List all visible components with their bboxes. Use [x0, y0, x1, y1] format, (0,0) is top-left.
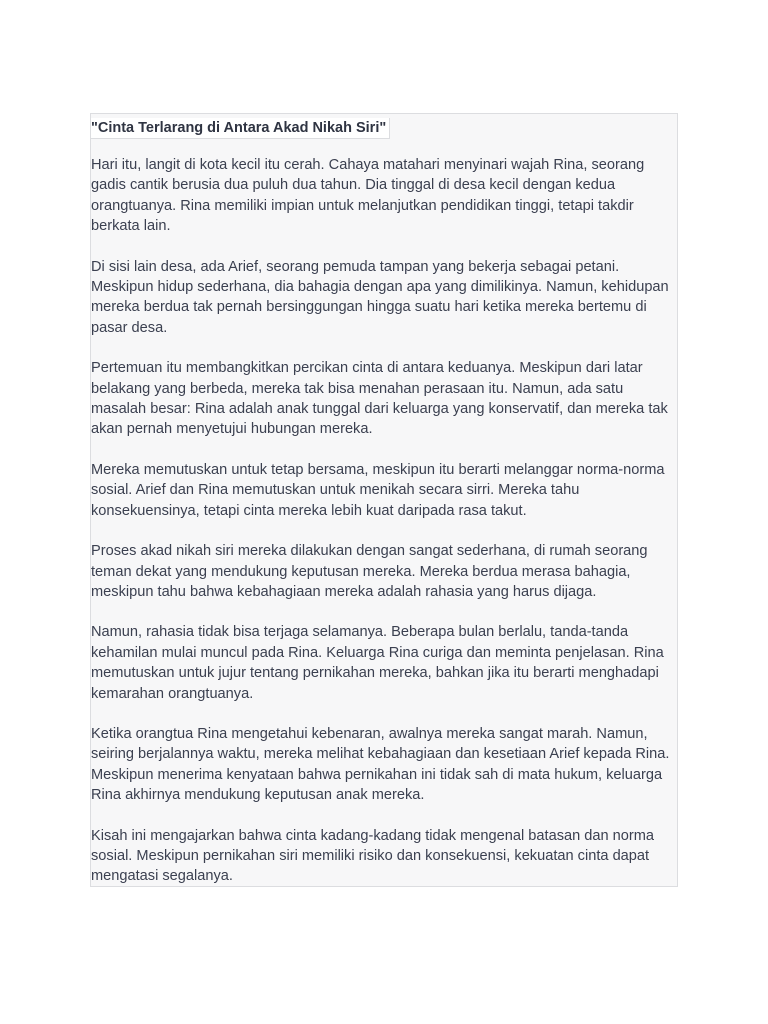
story-paragraph-8: Kisah ini mengajarkan bahwa cinta kadang-kadang tidak mengenal batasan dan norma sosial. Meskipun pernikahan siri memiliki risiko dan konsekuensi, kekuatan cinta dapat mengatasi segalanya. [91, 827, 655, 885]
story-paragraph-1: Hari itu, langit di kota kecil itu cerah. Cahaya matahari menyinari wajah Rina, seorang gadis cantik berusia dua puluh dua tahun. Dia tinggal di desa kecil dengan kedua orangtuanya. Rina memiliki impian untuk melanjutkan pendidikan tinggi, tetapi takdir berkata lain. [91, 157, 645, 235]
story-paragraph-7: Ketika orangtua Rina mengetahui kebenaran, awalnya mereka sangat marah. Namun, seiring berjalannya waktu, mereka melihat kebahagiaan dan kesetiaan Arief kepada Rina. Meskipun menerima kenyataan bahwa pernikahan ini tidak sah di mata hukum, keluarga Rina akhirnya mendukung keputusan anak mereka. [91, 725, 670, 804]
story-title: "Cinta Terlarang di Antara Akad Nikah Siri" [91, 118, 390, 139]
story-text-box [90, 113, 678, 887]
story-paragraph-3: Pertemuan itu membangkitkan percikan cinta di antara keduanya. Meskipun dari latar belakang yang berbeda, mereka tak bisa menahan perasaan itu. Namun, ada satu masalah besar: Rina adalah anak tunggal dari keluarga yang konservatif, dan mereka tak akan pernah menyetujui hubungan mereka. [91, 360, 668, 438]
story-paragraph-5: Proses akad nikah siri mereka dilakukan dengan sangat sederhana, di rumah seorang teman dekat yang mendukung keputusan mereka. Mereka berdua merasa bahagia, meskipun tahu bahwa kebahagiaan mereka adalah rahasia yang harus dijaga. [91, 543, 648, 600]
story-paragraph-4: Mereka memutuskan untuk tetap bersama, meskipun itu berarti melanggar norma-norma sosial. Arief dan Rina memutuskan untuk menikah secara sirri. Mereka tahu konsekuensinya, tetapi cinta mereka lebih kuat daripada rasa takut. [91, 461, 665, 519]
story-paragraph-2: Di sisi lain desa, ada Arief, seorang pemuda tampan yang bekerja sebagai petani. Meskipun hidup sederhana, dia bahagia dengan apa yang dimilikinya. Namun, kehidupan mereka berdua tak pernah bersinggungan hingga suatu hari ketika mereka bertemu di pasar desa. [91, 258, 669, 336]
story-paragraph-6: Namun, rahasia tidak bisa terjaga selamanya. Beberapa bulan berlalu, tanda-tanda kehamilan mulai muncul pada Rina. Keluarga Rina curiga dan meminta penjelasan. Rina memutuskan untuk jujur tentang pernikahan mereka, bahkan jika itu berarti menghadapi kemarahan orangtuanya. [91, 624, 664, 702]
